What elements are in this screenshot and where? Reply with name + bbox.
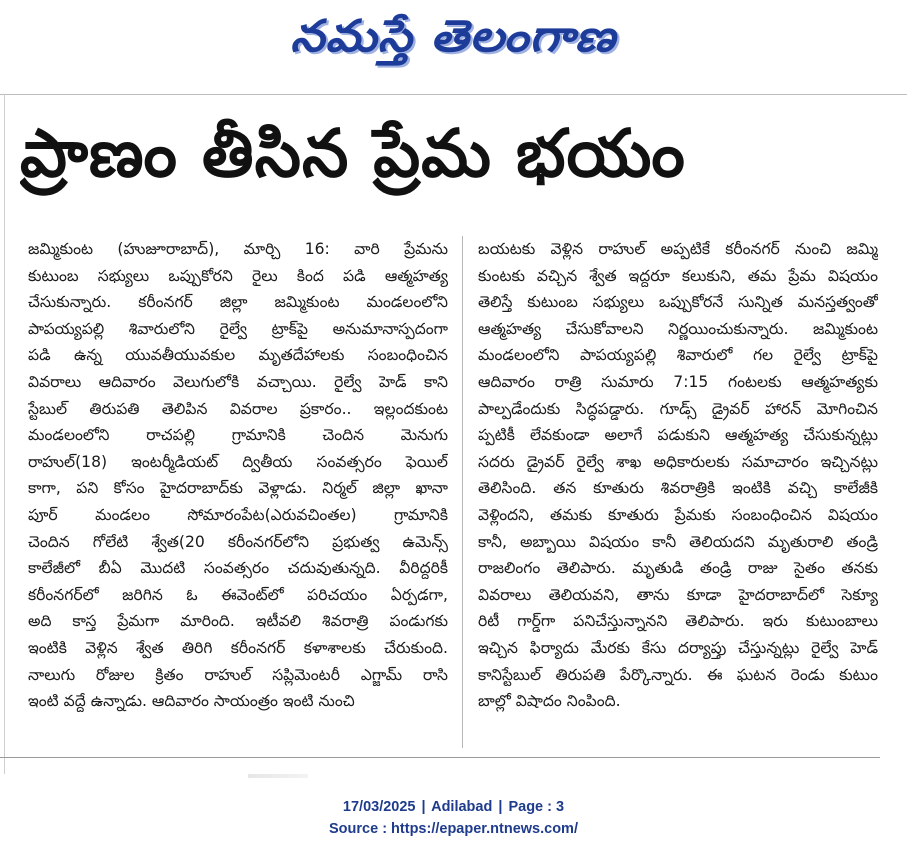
article-line: అది కాస్త ప్రేమగా మారింది. ఇటీవలి శివరాత్రి పండుగకు [28, 612, 448, 631]
footer-source: Source : https://epaper.ntnews.com/ [329, 821, 578, 837]
article-line: పాల్పడేందుకు సిద్ధపడ్డారు. గూడ్స్ డ్రైవర్ హారన్ మోగించిన [478, 399, 878, 418]
article-line: రిటీ గార్డ్‌గా పనిచేస్తున్నానని తెలిపారు. ఇరు కుటుంబాలు [478, 612, 878, 631]
article-column-left [28, 236, 448, 748]
article-line: బయటకు వెళ్లిన రాహుల్ అప్పటికే కరీంనగర్ నుంచి జమ్మి [478, 240, 878, 258]
article-line: సదరు డ్రైవర్ రైల్వే శాఖ అధికారులకు సమాచారం ఇచ్చినట్లు [478, 452, 878, 471]
footer-edition: Adilabad [431, 799, 493, 815]
article-line: పడి ఉన్న యువతీయువకుల మృతదేహాలకు సంబంధించిన [28, 346, 448, 365]
article-line: పాపయ్యపల్లి శివారులోని రైల్వే ట్రాక్‌పై అనుమానాస్పదంగా [28, 319, 448, 338]
article-line: ఇంటి వద్దే ఉన్నాడు. ఆదివారం సాయంత్రం ఇంటి నుంచి [28, 692, 355, 711]
faded-next-article-fragment [248, 774, 308, 778]
article-line: కానిస్టేబుల్ తిరుపతి పేర్కొన్నారు. ఈ ఘటన రెండు కుటుం [478, 665, 878, 684]
article-line: వివరాలు ఆదివారం వెలుగులోకి వచ్చాయి. రైల్వే హెడ్ కాని [28, 372, 448, 391]
article-line: ఇచ్చిన ఫిర్యాదు మేరకు కేసు దర్యాప్తు చేస్తున్నట్లు రైల్వే హెడ్ [478, 638, 878, 657]
article-line: తెలిసింది. తన కూతురు శివరాత్రికి ఇంటికి వచ్చి కాలేజీకి [478, 479, 878, 498]
article-line: బాల్లో విషాదం నింపింది. [478, 692, 621, 711]
article-line: కుటుంబ సభ్యులు ఒప్పుకోరని రైలు కింద పడి ఆత్మహత్య [28, 266, 448, 285]
article-line: జమ్మికుంట (హుజూరాబాద్), మార్చి 16: వారి ప్రేమను [28, 240, 448, 258]
footer-separator: | [421, 799, 426, 815]
article-line: కానీ, అబ్బాయి విషయం కానీ తెలియదని మృతురాలి తండ్రి [478, 532, 878, 551]
article-line: నాలుగు రోజుల క్రితం రాహుల్ సప్లిమెంటరీ ఎగ్జామ్ రాసి [28, 665, 448, 684]
page-edge-rule [4, 94, 5, 774]
article-line: పూర్ మండలం సోమారంపేట(ఎరువచింతల) గ్రామానికి [28, 505, 448, 524]
article-line: తెలిస్తే కుటుంబ సభ్యులు ఒప్పుకోరనే సున్నిత మనస్తత్వంతో [478, 293, 878, 312]
article-line: వెళ్లిందని, తమకు కూతురు ప్రేమకు సంబంధించిన విషయం [478, 505, 878, 524]
footer-date: 17/03/2025 [342, 799, 416, 815]
article-line: రాజలింగం తెలిపారు. మృతుడి తండ్రి రాజు సైతం తనకు [478, 559, 878, 578]
footer-separator: | [498, 799, 503, 815]
article-line: చెందిన గోలేటి శ్వేత(20 కరీంనగర్‌లోని ప్రభుత్వ ఉమెన్స్ [28, 532, 448, 551]
article-line: ఇంటికి వెళ్లిన శ్వేత తిరిగి కరీంనగర్ కళాశాలకు చేరుకుంది. [28, 638, 448, 657]
article-line: కరీంనగర్‌లో జరిగిన ఓ ఈవెంట్‌లో పరిచయం ఏర్పడగా, [28, 585, 448, 604]
article-line: ఆదివారం రాత్రి సుమారు 7:15 గంటలకు ఆత్మహత్యకు [478, 372, 878, 391]
footer-edition-line [0, 796, 907, 818]
article-line: కుంటకు వచ్చిన శ్వేత ఇద్దరూ కలుకుని, తమ ప్రేమ విషయం [478, 266, 878, 285]
newspaper-logo: నమస్తే తెలంగాణ [290, 11, 617, 62]
article-line: స్టేబుల్ తిరుపతి తెలిపిన వివరాల ప్రకారం.. ఇల్లందకుంట [28, 399, 448, 418]
article-line: కాలేజీలో బీఏ మొదటి సంవత్సరం చదువుతున్నది. వీరిద్దరికీ [28, 559, 448, 578]
footer-page: Page : 3 [508, 799, 565, 815]
article-line: వివరాలు తెలియవని, తాను కూడా హైదరాబాద్‌లో సెక్యూ [478, 585, 878, 604]
article-line: చేసుకున్నారు. కరీంనగర్ జిల్లా జమ్మికుంట మండలంలోని [28, 293, 448, 312]
article-bottom-rule [0, 757, 880, 758]
article-line: ఆత్మహత్య చేసుకోవాలని నిర్ణయించుకున్నారు. జమ్మికుంట [478, 319, 878, 338]
clipping-footer [0, 796, 907, 840]
article-column-right [478, 236, 878, 748]
article-headline: ప్రాణం తీసిన ప్రేమ భయం [20, 115, 686, 192]
masthead [0, 0, 907, 78]
article-line: రాహుల్(18) ఇంటర్మీడియట్ ద్వితీయ సంవత్సరం ఫెయిల్ [28, 452, 448, 471]
article-line: ప్పటికీ లేవకుండా అలాగే పడుకుని ఆత్మహత్య చేసుకున్నట్లు [478, 426, 878, 445]
article-line: మండలంలోని రాచపల్లి గ్రామానికి చెందిన మెనుగు [28, 426, 448, 445]
column-divider [462, 236, 463, 748]
article-line: కాగా, పని కోసం హైదరాబాద్‌కు వెళ్లాడు. నిర్మల్ జిల్లా ఖానా [28, 479, 448, 498]
article-line: మండలంలోని పాపయ్యపల్లి శివారులో గల రైల్వే ట్రాక్‌పై [478, 346, 878, 365]
header-divider [0, 94, 907, 95]
